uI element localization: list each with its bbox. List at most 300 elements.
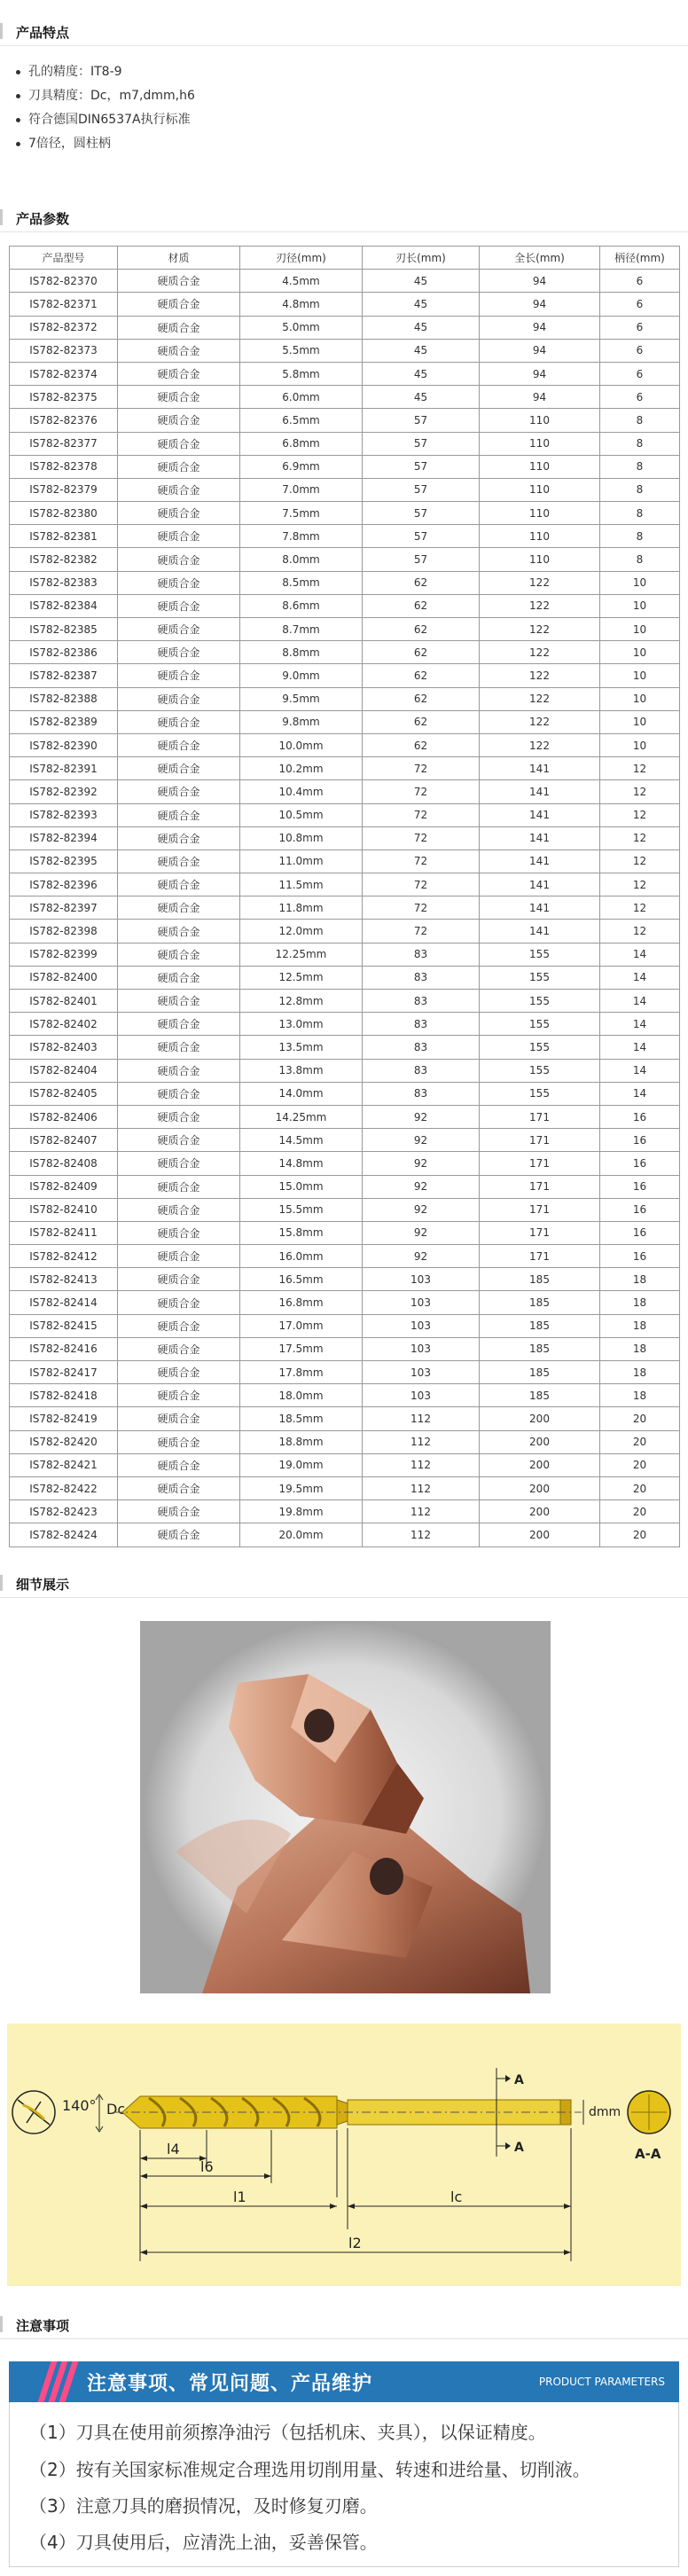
material-cell: 硬质合金 xyxy=(118,502,240,525)
flute-length-cell: 72 xyxy=(363,897,480,920)
params-section-header xyxy=(0,206,688,232)
material-cell: 硬质合金 xyxy=(118,618,240,641)
flute-length-cell: 92 xyxy=(363,1129,480,1152)
material-cell: 硬质合金 xyxy=(118,850,240,873)
material-cell: 硬质合金 xyxy=(118,1175,240,1198)
diameter-cell: 5.0mm xyxy=(240,316,363,339)
diameter-cell: 7.5mm xyxy=(240,502,363,525)
overall-length-cell: 171 xyxy=(480,1198,600,1221)
model-cell: IS782-82371 xyxy=(10,293,118,316)
shank-diameter-cell: 10 xyxy=(600,733,680,756)
shank-diameter-cell: 12 xyxy=(600,757,680,780)
diameter-cell: 10.8mm xyxy=(240,826,363,850)
material-cell: 硬质合金 xyxy=(118,1430,240,1453)
material-cell: 硬质合金 xyxy=(118,1291,240,1314)
material-cell: 硬质合金 xyxy=(118,594,240,617)
overall-length-cell: 200 xyxy=(480,1500,600,1523)
table-row xyxy=(10,1082,680,1105)
model-cell: IS782-82419 xyxy=(10,1407,118,1430)
flute-length-cell: 62 xyxy=(363,687,480,710)
shank-diameter-cell: 8 xyxy=(600,409,680,432)
model-cell: IS782-82380 xyxy=(10,502,118,525)
overall-length-cell: 94 xyxy=(480,270,600,293)
model-cell: IS782-82373 xyxy=(10,339,118,362)
shank-diameter-cell: 10 xyxy=(600,594,680,617)
diameter-cell: 13.8mm xyxy=(240,1059,363,1082)
flute-length-cell: 57 xyxy=(363,478,480,501)
model-cell: IS782-82413 xyxy=(10,1268,118,1291)
shank-diameter-cell: 8 xyxy=(600,502,680,525)
diameter-cell: 12.5mm xyxy=(240,966,363,989)
feature-item: 刀具精度：Dc，m7,dmm,h6 xyxy=(14,84,195,108)
flute-length-cell: 112 xyxy=(363,1523,480,1546)
material-cell: 硬质合金 xyxy=(118,1245,240,1268)
shank-diameter-cell: 20 xyxy=(600,1430,680,1453)
table-row xyxy=(10,966,680,989)
l6-label: l6 xyxy=(200,2158,214,2175)
shank-diameter-cell: 14 xyxy=(600,990,680,1013)
diameter-cell: 8.0mm xyxy=(240,548,363,571)
shank-diameter-cell: 14 xyxy=(600,966,680,989)
diameter-cell: 16.8mm xyxy=(240,1291,363,1314)
shank-diameter-cell: 12 xyxy=(600,826,680,850)
diameter-cell: 10.0mm xyxy=(240,733,363,756)
material-cell: 硬质合金 xyxy=(118,1013,240,1036)
model-cell: IS782-82423 xyxy=(10,1500,118,1523)
flute-length-cell: 103 xyxy=(363,1291,480,1314)
table-row xyxy=(10,1059,680,1082)
diameter-cell: 9.5mm xyxy=(240,687,363,710)
flute-length-cell: 92 xyxy=(363,1175,480,1198)
model-cell: IS782-82405 xyxy=(10,1082,118,1105)
flute-length-cell: 92 xyxy=(363,1221,480,1244)
flute-length-cell: 72 xyxy=(363,873,480,897)
overall-length-cell: 141 xyxy=(480,757,600,780)
table-row xyxy=(10,826,680,850)
diameter-cell: 4.5mm xyxy=(240,270,363,293)
flute-length-cell: 92 xyxy=(363,1245,480,1268)
flute-length-cell: 112 xyxy=(363,1430,480,1453)
overall-length-cell: 122 xyxy=(480,594,600,617)
table-row xyxy=(10,455,680,478)
banner-title: 注意事项、常见问题、产品维护 xyxy=(87,2373,373,2395)
material-cell: 硬质合金 xyxy=(118,897,240,920)
model-cell: IS782-82379 xyxy=(10,478,118,501)
feature-item: 符合德国DIN6537A执行标准 xyxy=(14,108,195,132)
model-cell: IS782-82383 xyxy=(10,571,118,594)
table-row xyxy=(10,687,680,710)
shank-diameter-cell: 16 xyxy=(600,1245,680,1268)
shank-diameter-cell: 12 xyxy=(600,873,680,897)
overall-length-cell: 110 xyxy=(480,432,600,455)
flute-length-cell: 92 xyxy=(363,1152,480,1175)
section-aa-label: A-A xyxy=(635,2146,661,2162)
overall-length-cell: 94 xyxy=(480,386,600,409)
overall-length-cell: 185 xyxy=(480,1268,600,1291)
feature-item: 孔的精度：IT8-9 xyxy=(14,60,195,84)
material-cell: 硬质合金 xyxy=(118,1082,240,1105)
material-cell: 硬质合金 xyxy=(118,1337,240,1360)
diameter-cell: 18.5mm xyxy=(240,1407,363,1430)
diameter-cell: 19.0mm xyxy=(240,1453,363,1476)
model-cell: IS782-82409 xyxy=(10,1175,118,1198)
table-row xyxy=(10,618,680,641)
dc-label: Dc xyxy=(106,2101,126,2118)
overall-length-cell: 94 xyxy=(480,293,600,316)
diameter-cell: 16.0mm xyxy=(240,1245,363,1268)
material-cell: 硬质合金 xyxy=(118,455,240,478)
diameter-cell: 8.7mm xyxy=(240,618,363,641)
overall-length-cell: 200 xyxy=(480,1407,600,1430)
table-row xyxy=(10,594,680,617)
model-cell: IS782-82416 xyxy=(10,1337,118,1360)
shank-diameter-cell: 12 xyxy=(600,897,680,920)
shank-diameter-cell: 6 xyxy=(600,270,680,293)
material-cell: 硬质合金 xyxy=(118,1059,240,1082)
model-cell: IS782-82399 xyxy=(10,943,118,966)
overall-length-cell: 94 xyxy=(480,339,600,362)
notice-banner xyxy=(9,2361,679,2402)
table-row xyxy=(10,548,680,571)
flute-length-cell: 112 xyxy=(363,1476,480,1499)
diameter-cell: 19.5mm xyxy=(240,1476,363,1499)
model-cell: IS782-82424 xyxy=(10,1523,118,1546)
params-title: 产品参数 xyxy=(16,211,70,227)
flute-length-cell: 57 xyxy=(363,525,480,548)
overall-length-cell: 155 xyxy=(480,1036,600,1059)
overall-length-cell: 171 xyxy=(480,1245,600,1268)
material-cell: 硬质合金 xyxy=(118,966,240,989)
shank-diameter-cell: 10 xyxy=(600,618,680,641)
material-cell: 硬质合金 xyxy=(118,873,240,897)
overall-length-cell: 171 xyxy=(480,1152,600,1175)
flute-length-cell: 45 xyxy=(363,316,480,339)
flute-length-cell: 57 xyxy=(363,502,480,525)
material-cell: 硬质合金 xyxy=(118,316,240,339)
table-row xyxy=(10,1453,680,1476)
shank-diameter-cell: 18 xyxy=(600,1361,680,1384)
shank-diameter-cell: 14 xyxy=(600,1036,680,1059)
overall-length-cell: 171 xyxy=(480,1175,600,1198)
flute-length-cell: 45 xyxy=(363,270,480,293)
shank-diameter-cell: 10 xyxy=(600,710,680,733)
model-cell: IS782-82394 xyxy=(10,826,118,850)
shank-diameter-cell: 8 xyxy=(600,525,680,548)
material-cell: 硬质合金 xyxy=(118,920,240,943)
material-cell: 硬质合金 xyxy=(118,1523,240,1546)
overall-length-cell: 110 xyxy=(480,478,600,501)
material-cell: 硬质合金 xyxy=(118,943,240,966)
overall-length-cell: 110 xyxy=(480,525,600,548)
notice-section-header xyxy=(0,2313,688,2339)
shank-diameter-cell: 8 xyxy=(600,478,680,501)
flute-length-cell: 57 xyxy=(363,409,480,432)
shank-diameter-cell: 20 xyxy=(600,1453,680,1476)
model-cell: IS782-82376 xyxy=(10,409,118,432)
overall-length-cell: 171 xyxy=(480,1129,600,1152)
shank-diameter-cell: 14 xyxy=(600,1059,680,1082)
flute-length-cell: 72 xyxy=(363,826,480,850)
shank-diameter-cell: 8 xyxy=(600,548,680,571)
table-row xyxy=(10,1430,680,1453)
table-row xyxy=(10,1221,680,1244)
notice-item: （2）按有关国家标准规定合理选用切削用量、转速和进给量、切削液。 xyxy=(29,2459,590,2480)
features-section-header xyxy=(0,20,688,46)
angle-label: 140° xyxy=(62,2097,97,2114)
shank-diameter-cell: 14 xyxy=(600,1082,680,1105)
flute-length-cell: 112 xyxy=(363,1453,480,1476)
diameter-cell: 17.5mm xyxy=(240,1337,363,1360)
material-cell: 硬质合金 xyxy=(118,1453,240,1476)
table-row xyxy=(10,409,680,432)
table-row xyxy=(10,943,680,966)
diameter-cell: 20.0mm xyxy=(240,1523,363,1546)
model-cell: IS782-82412 xyxy=(10,1245,118,1268)
details-title: 细节展示 xyxy=(16,1577,70,1593)
diameter-cell: 12.25mm xyxy=(240,943,363,966)
model-cell: IS782-82418 xyxy=(10,1384,118,1407)
model-cell: IS782-82397 xyxy=(10,897,118,920)
material-cell: 硬质合金 xyxy=(118,293,240,316)
model-cell: IS782-82415 xyxy=(10,1314,118,1337)
flute-length-cell: 112 xyxy=(363,1407,480,1430)
diameter-cell: 18.8mm xyxy=(240,1430,363,1453)
table-row xyxy=(10,664,680,687)
section-marker xyxy=(0,23,3,39)
diameter-cell: 10.2mm xyxy=(240,757,363,780)
flute-length-cell: 92 xyxy=(363,1198,480,1221)
lc-label: lc xyxy=(450,2188,463,2205)
column-header: 刃径(mm) xyxy=(240,247,363,270)
model-cell: IS782-82411 xyxy=(10,1221,118,1244)
diameter-cell: 6.0mm xyxy=(240,386,363,409)
diameter-cell: 13.0mm xyxy=(240,1013,363,1036)
banner-english: PRODUCT PARAMETERS xyxy=(538,2376,665,2388)
overall-length-cell: 200 xyxy=(480,1523,600,1546)
flute-length-cell: 72 xyxy=(363,850,480,873)
table-row xyxy=(10,710,680,733)
column-header: 刃长(mm) xyxy=(363,247,480,270)
model-cell: IS782-82370 xyxy=(10,270,118,293)
flute-length-cell: 92 xyxy=(363,1105,480,1128)
flute-length-cell: 62 xyxy=(363,594,480,617)
table-row xyxy=(10,1013,680,1036)
diameter-cell: 8.6mm xyxy=(240,594,363,617)
shank-diameter-cell: 14 xyxy=(600,943,680,966)
table-row xyxy=(10,1291,680,1314)
drill-dimension-diagram xyxy=(7,2024,681,2286)
diameter-cell: 16.5mm xyxy=(240,1268,363,1291)
l1-label: l1 xyxy=(233,2188,246,2205)
material-cell: 硬质合金 xyxy=(118,733,240,756)
shank-diameter-cell: 6 xyxy=(600,293,680,316)
model-cell: IS782-82395 xyxy=(10,850,118,873)
material-cell: 硬质合金 xyxy=(118,1152,240,1175)
overall-length-cell: 122 xyxy=(480,733,600,756)
model-cell: IS782-82403 xyxy=(10,1036,118,1059)
shank-diameter-cell: 8 xyxy=(600,455,680,478)
flute-length-cell: 72 xyxy=(363,757,480,780)
model-cell: IS782-82402 xyxy=(10,1013,118,1036)
flute-length-cell: 103 xyxy=(363,1314,480,1337)
table-row xyxy=(10,1129,680,1152)
diameter-cell: 11.5mm xyxy=(240,873,363,897)
flute-length-cell: 62 xyxy=(363,664,480,687)
features-list xyxy=(14,60,195,156)
material-cell: 硬质合金 xyxy=(118,548,240,571)
table-row xyxy=(10,990,680,1013)
model-cell: IS782-82401 xyxy=(10,990,118,1013)
diameter-cell: 14.0mm xyxy=(240,1082,363,1105)
diameter-cell: 15.5mm xyxy=(240,1198,363,1221)
diameter-cell: 14.8mm xyxy=(240,1152,363,1175)
table-row xyxy=(10,780,680,803)
overall-length-cell: 171 xyxy=(480,1221,600,1244)
column-header: 全长(mm) xyxy=(480,247,600,270)
column-header: 产品型号 xyxy=(10,247,118,270)
material-cell: 硬质合金 xyxy=(118,990,240,1013)
diameter-cell: 11.8mm xyxy=(240,897,363,920)
table-row xyxy=(10,920,680,943)
flute-length-cell: 103 xyxy=(363,1361,480,1384)
table-row xyxy=(10,502,680,525)
notice-title: 注意事项 xyxy=(16,2318,70,2334)
flute-length-cell: 103 xyxy=(363,1384,480,1407)
material-cell: 硬质合金 xyxy=(118,1036,240,1059)
material-cell: 硬质合金 xyxy=(118,478,240,501)
shank-diameter-cell: 16 xyxy=(600,1129,680,1152)
material-cell: 硬质合金 xyxy=(118,1500,240,1523)
table-row xyxy=(10,1036,680,1059)
diameter-cell: 8.8mm xyxy=(240,641,363,664)
section-a-top: A xyxy=(514,2073,524,2087)
flute-length-cell: 72 xyxy=(363,920,480,943)
shank-diameter-cell: 18 xyxy=(600,1337,680,1360)
diameter-cell: 7.0mm xyxy=(240,478,363,501)
material-cell: 硬质合金 xyxy=(118,826,240,850)
diameter-cell: 5.8mm xyxy=(240,362,363,385)
model-cell: IS782-82389 xyxy=(10,710,118,733)
model-cell: IS782-82382 xyxy=(10,548,118,571)
shank-diameter-cell: 6 xyxy=(600,316,680,339)
diameter-cell: 10.4mm xyxy=(240,780,363,803)
flute-length-cell: 62 xyxy=(363,618,480,641)
material-cell: 硬质合金 xyxy=(118,525,240,548)
flute-length-cell: 103 xyxy=(363,1268,480,1291)
shank-diameter-cell: 16 xyxy=(600,1152,680,1175)
flute-length-cell: 57 xyxy=(363,432,480,455)
table-row xyxy=(10,1361,680,1384)
overall-length-cell: 110 xyxy=(480,409,600,432)
model-cell: IS782-82420 xyxy=(10,1430,118,1453)
model-cell: IS782-82372 xyxy=(10,316,118,339)
diameter-cell: 11.0mm xyxy=(240,850,363,873)
overall-length-cell: 200 xyxy=(480,1453,600,1476)
model-cell: IS782-82375 xyxy=(10,386,118,409)
model-cell: IS782-82387 xyxy=(10,664,118,687)
shank-diameter-cell: 12 xyxy=(600,850,680,873)
shank-diameter-cell: 10 xyxy=(600,641,680,664)
flute-length-cell: 45 xyxy=(363,362,480,385)
overall-length-cell: 122 xyxy=(480,664,600,687)
table-row xyxy=(10,1198,680,1221)
overall-length-cell: 200 xyxy=(480,1430,600,1453)
material-cell: 硬质合金 xyxy=(118,687,240,710)
column-header: 材质 xyxy=(118,247,240,270)
table-row xyxy=(10,362,680,385)
table-row xyxy=(10,873,680,897)
shank-diameter-cell: 18 xyxy=(600,1384,680,1407)
diameter-cell: 18.0mm xyxy=(240,1384,363,1407)
material-cell: 硬质合金 xyxy=(118,1105,240,1128)
shank-diameter-cell: 20 xyxy=(600,1500,680,1523)
diameter-cell: 12.0mm xyxy=(240,920,363,943)
flute-length-cell: 83 xyxy=(363,966,480,989)
diameter-cell: 6.5mm xyxy=(240,409,363,432)
overall-length-cell: 141 xyxy=(480,850,600,873)
table-row xyxy=(10,525,680,548)
overall-length-cell: 122 xyxy=(480,687,600,710)
model-cell: IS782-82388 xyxy=(10,687,118,710)
model-cell: IS782-82384 xyxy=(10,594,118,617)
flute-length-cell: 57 xyxy=(363,455,480,478)
table-row xyxy=(10,1476,680,1499)
flute-length-cell: 45 xyxy=(363,386,480,409)
flute-length-cell: 112 xyxy=(363,1500,480,1523)
overall-length-cell: 110 xyxy=(480,502,600,525)
overall-length-cell: 200 xyxy=(480,1476,600,1499)
model-cell: IS782-82386 xyxy=(10,641,118,664)
table-header-row xyxy=(10,247,680,270)
material-cell: 硬质合金 xyxy=(118,362,240,385)
overall-length-cell: 94 xyxy=(480,362,600,385)
shank-diameter-cell: 12 xyxy=(600,780,680,803)
overall-length-cell: 122 xyxy=(480,571,600,594)
params-table xyxy=(9,246,680,1547)
diameter-cell: 15.8mm xyxy=(240,1221,363,1244)
flute-length-cell: 72 xyxy=(363,780,480,803)
model-cell: IS782-82396 xyxy=(10,873,118,897)
table-row xyxy=(10,1245,680,1268)
model-cell: IS782-82392 xyxy=(10,780,118,803)
overall-length-cell: 94 xyxy=(480,316,600,339)
material-cell: 硬质合金 xyxy=(118,386,240,409)
overall-length-cell: 155 xyxy=(480,943,600,966)
shank-diameter-cell: 18 xyxy=(600,1291,680,1314)
section-marker xyxy=(0,1575,3,1591)
table-row xyxy=(10,1384,680,1407)
diameter-cell: 12.8mm xyxy=(240,990,363,1013)
flute-length-cell: 62 xyxy=(363,571,480,594)
table-row xyxy=(10,1152,680,1175)
overall-length-cell: 141 xyxy=(480,897,600,920)
flute-length-cell: 62 xyxy=(363,733,480,756)
column-header: 柄径(mm) xyxy=(600,247,680,270)
shank-diameter-cell: 16 xyxy=(600,1221,680,1244)
model-cell: IS782-82406 xyxy=(10,1105,118,1128)
model-cell: IS782-82410 xyxy=(10,1198,118,1221)
table-row xyxy=(10,316,680,339)
overall-length-cell: 185 xyxy=(480,1337,600,1360)
table-row xyxy=(10,571,680,594)
dimension-drawing xyxy=(7,2024,681,2286)
overall-length-cell: 110 xyxy=(480,455,600,478)
shank-diameter-cell: 18 xyxy=(600,1314,680,1337)
material-cell: 硬质合金 xyxy=(118,1268,240,1291)
material-cell: 硬质合金 xyxy=(118,1129,240,1152)
overall-length-cell: 141 xyxy=(480,826,600,850)
section-marker xyxy=(0,209,3,225)
